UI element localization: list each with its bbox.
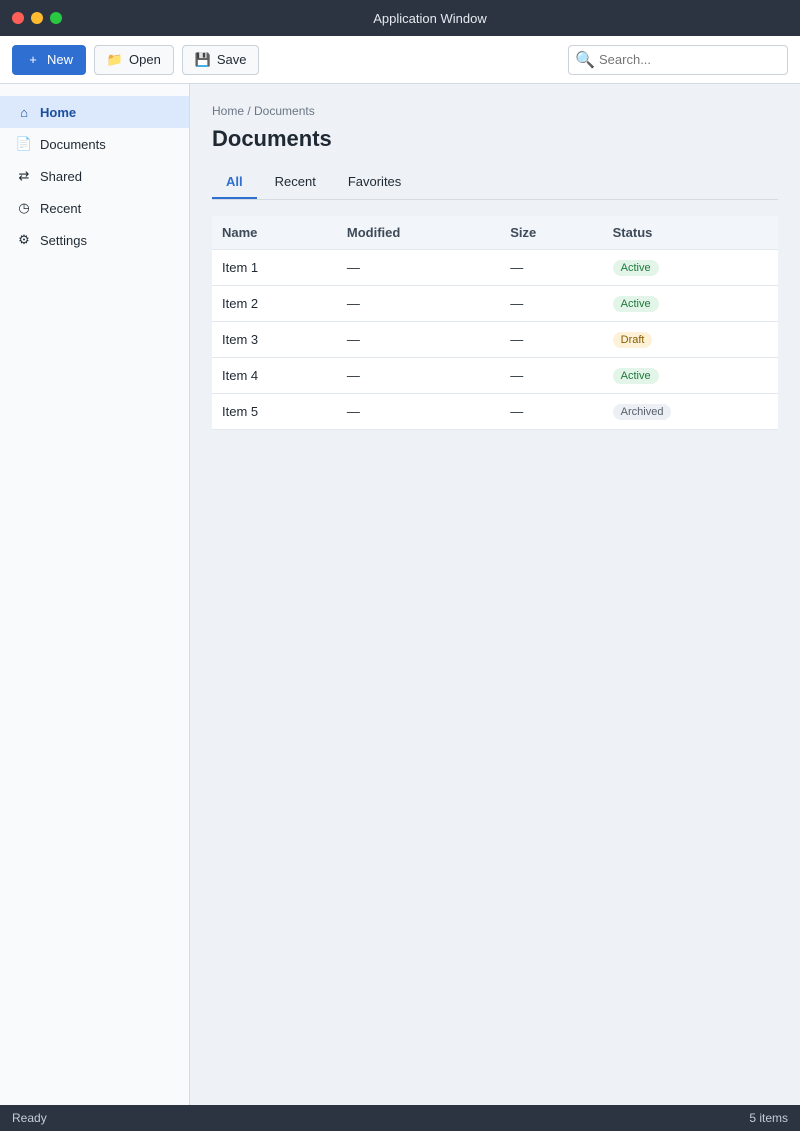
status-text: Ready: [12, 1111, 47, 1125]
status-badge: Draft: [613, 332, 653, 348]
cell-size: —: [500, 286, 602, 322]
cell-size: —: [500, 394, 602, 430]
cell-status: [603, 358, 778, 394]
table-row[interactable]: [212, 358, 778, 394]
status-badge: Active: [613, 368, 659, 384]
new-button-label: New: [47, 52, 74, 67]
items-table: [212, 216, 778, 430]
tab-bar: [212, 166, 778, 200]
table-row[interactable]: [212, 286, 778, 322]
gear-icon: ⚙: [18, 232, 30, 247]
cell-name: Item 2: [212, 286, 337, 322]
cell-name: Item 5: [212, 394, 337, 430]
status-bar: [0, 1105, 800, 1131]
search-input[interactable]: [599, 52, 779, 67]
cell-size: —: [500, 358, 602, 394]
document-icon: 📄: [15, 136, 33, 151]
title-bar: [0, 0, 800, 36]
sidebar-item-shared[interactable]: [0, 160, 189, 192]
open-button-label: Open: [129, 52, 161, 67]
sidebar-item-recent[interactable]: [0, 192, 189, 224]
sidebar-item-home[interactable]: [0, 96, 189, 128]
sidebar-item-label: Settings: [40, 232, 87, 248]
sidebar-item-documents[interactable]: [0, 128, 189, 160]
sidebar: [0, 84, 190, 1105]
column-header[interactable]: Name: [212, 216, 337, 250]
toolbar: [0, 36, 800, 84]
tab-recent[interactable]: Recent: [274, 174, 316, 189]
table-row[interactable]: [212, 250, 778, 286]
cell-modified: —: [337, 250, 500, 286]
window-controls: [12, 12, 62, 24]
cell-modified: —: [337, 286, 500, 322]
main-panel: [190, 84, 800, 1105]
close-window-button[interactable]: [12, 12, 24, 24]
item-count: 5 items: [749, 1111, 788, 1125]
cell-modified: —: [337, 358, 500, 394]
window-title: Application Window: [373, 10, 487, 26]
table-row[interactable]: [212, 394, 778, 430]
cell-name: Item 1: [212, 250, 337, 286]
column-header[interactable]: Size: [500, 216, 602, 250]
tab-all[interactable]: All: [212, 166, 257, 199]
maximize-window-button[interactable]: [50, 12, 62, 24]
cell-status: [603, 250, 778, 286]
share-icon: ⇄: [18, 168, 30, 183]
table-row[interactable]: [212, 322, 778, 358]
cell-size: —: [500, 250, 602, 286]
tab-favorites[interactable]: Favorites: [347, 174, 402, 189]
sidebar-item-settings[interactable]: [0, 224, 189, 256]
column-header[interactable]: Modified: [337, 216, 500, 250]
search-icon: 🔍: [575, 51, 595, 69]
minimize-window-button[interactable]: [31, 12, 43, 24]
cell-size: —: [500, 322, 602, 358]
search-box: [568, 45, 788, 75]
save-button[interactable]: [182, 45, 260, 75]
cell-name: Item 4: [212, 358, 337, 394]
cell-status: [603, 286, 778, 322]
cell-modified: —: [337, 322, 500, 358]
breadcrumb: Home / Documents: [212, 104, 315, 118]
sidebar-item-label: Recent: [40, 200, 82, 216]
sidebar-item-label: Home: [40, 104, 77, 120]
page-title: Documents: [212, 126, 332, 151]
sidebar-item-label: Documents: [40, 136, 106, 152]
sidebar-item-label: Shared: [40, 168, 82, 184]
cell-modified: —: [337, 394, 500, 430]
clock-icon: ◷: [18, 200, 30, 215]
open-button[interactable]: [94, 45, 174, 75]
column-header[interactable]: Status: [603, 216, 778, 250]
cell-name: Item 3: [212, 322, 337, 358]
home-icon: ⌂: [20, 104, 28, 120]
status-badge: Active: [613, 296, 659, 312]
new-button[interactable]: [12, 45, 86, 75]
table-header-row: [212, 216, 778, 250]
content-area: [0, 84, 800, 1105]
save-button-label: Save: [216, 52, 247, 67]
cell-status: [603, 394, 778, 430]
status-badge: Archived: [613, 404, 672, 420]
plus-icon: +: [29, 52, 37, 67]
status-badge: Active: [613, 260, 659, 276]
folder-icon: 📁: [106, 51, 124, 67]
save-icon: 💾: [194, 51, 211, 67]
cell-status: [603, 322, 778, 358]
